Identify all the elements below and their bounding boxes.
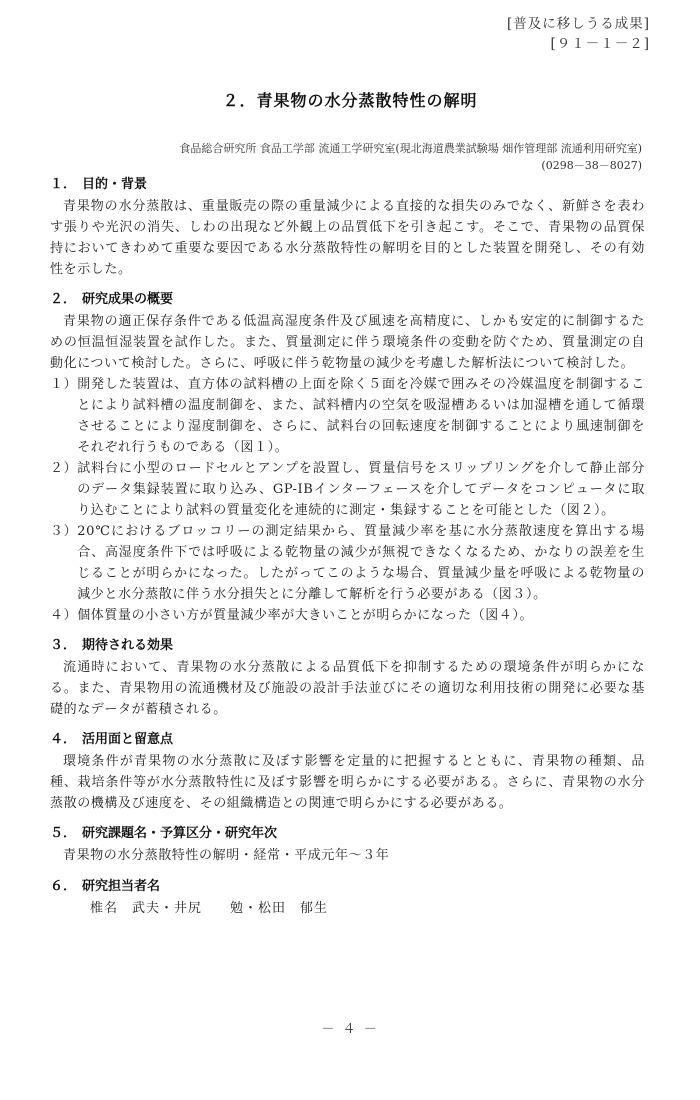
section-title: 目的・背景 xyxy=(82,177,148,192)
page-title: ２．青果物の水分蒸散特性の解明 xyxy=(222,91,478,110)
section-expected-effects xyxy=(50,635,645,720)
section-number: ６． xyxy=(50,879,77,894)
affiliation-block xyxy=(179,140,642,174)
section-title: 研究課題名・予算区分・研究年次 xyxy=(82,826,278,841)
researcher-names: 椎名 武夫・井尻 勉・松田 郁生 xyxy=(90,901,329,916)
list-item xyxy=(50,605,645,626)
classification-category: [普及に移しうる成果] xyxy=(506,16,650,32)
section-body: 環境条件が青果物の水分蒸散に及ぼす影響を定量的に把握するとともに、青果物の種類、品種、栽培条件等が水分蒸散特性に及ぼす影響を明らかにする必要がある。さらに、青果物の水分蒸散の機構及び速度を、その組織構造との関連で明らかにする必要がある。 xyxy=(50,754,645,811)
section-heading xyxy=(50,823,645,844)
list-text: 20℃におけるブロッコリーの測定結果から、質量減少率を基に水分蒸散速度を算出する場合、高湿度条件下では呼吸による乾物量の減少が無視できなくなるため、かなりの誤差を生じることが明らかになった。したがってこのような場合、質量減少量を呼吸による乾物量の減少と水分蒸散に伴う水分損失とに分離して解析を行う必要がある（図３）。 xyxy=(77,524,645,602)
section-number: ２． xyxy=(50,292,77,307)
list-item xyxy=(50,458,645,521)
section-heading xyxy=(50,729,645,750)
section-title: 活用面と留意点 xyxy=(82,732,174,747)
section-number: １． xyxy=(50,177,77,192)
list-marker: ４） xyxy=(50,608,78,623)
section-heading xyxy=(50,289,645,310)
classification-label xyxy=(507,14,650,54)
section-project-info xyxy=(50,823,645,866)
section-body: 青果物の適正保存条件である低温高湿度条件及び風速を高精度に、しかも安定的に制御するための恒温恒湿装置を試作した。また、質量測定に伴う環境条件の変動を防ぐため、質量測定の自動化について検討した。さらに、呼吸に伴う乾物量の減少を考慮した解析法について検討した。 xyxy=(50,314,645,371)
section-title: 研究担当者名 xyxy=(82,879,161,894)
section-applications xyxy=(50,729,645,814)
page-number: － ４ － xyxy=(321,1022,379,1037)
section-body: 青果物の水分蒸散特性の解明・経常・平成元年～３年 xyxy=(63,848,390,863)
list-marker: １） xyxy=(50,377,78,392)
list-marker: ２） xyxy=(50,461,78,476)
results-list xyxy=(50,374,645,626)
section-number: ４． xyxy=(50,732,77,747)
list-text: 試料台に小型のロードセルとアンプを設置し、質量信号をスリップリングを介して静止部分のデータ集録装置に取り込み、GP-IBインターフェースを介してデータをコンピュータに取り込むことにより試料の質量変化を連続的に測定・集録することを可能とした（図２）。 xyxy=(77,461,645,518)
section-results xyxy=(50,289,645,626)
section-title: 期待される効果 xyxy=(82,638,174,653)
section-heading xyxy=(50,174,645,195)
section-purpose xyxy=(50,174,645,280)
list-item xyxy=(50,374,645,458)
section-title: 研究成果の概要 xyxy=(82,292,174,307)
section-number: ５． xyxy=(50,826,77,841)
section-heading xyxy=(50,635,645,656)
classification-code: [９１－１－２] xyxy=(550,36,650,52)
document-body xyxy=(50,174,645,919)
section-researchers xyxy=(50,876,645,919)
list-marker: ３） xyxy=(50,524,78,539)
section-body: 流通時において、青果物の水分蒸散による品質低下を抑制するための環境条件が明らかになる。また、青果物用の流通機材及び施設の設計手法並びにその適切な利用技術の開発に必要な基礎的なデータが蓄積される。 xyxy=(50,660,645,717)
section-heading xyxy=(50,876,645,897)
list-text: 開発した装置は、直方体の試料槽の上面を除く５面を冷媒で囲みその冷媒温度を制御することにより試料槽の温度制御を、また、試料槽内の空気を吸湿槽あるいは加湿槽を通して循環させることにより湿度制御を、さらに、試料台の回転速度を制御することにより風速制御をそれぞれ行うものである（図１）。 xyxy=(77,377,645,455)
affiliation-phone: (0298－38－8027) xyxy=(541,159,642,172)
list-text: 個体質量の小さい方が質量減少率が大きいことが明らかになった（図４）。 xyxy=(77,608,534,623)
list-item xyxy=(50,521,645,605)
affiliation-org: 食品総合研究所 食品工学部 流通工学研究室(現北海道農業試験場 畑作管理部 流通利用研究室) xyxy=(179,142,642,155)
section-number: ３． xyxy=(50,638,77,653)
section-body: 青果物の水分蒸散は、重量販売の際の重量減少による直接的な損失のみでなく、新鮮さを表わす張りや光沢の消失、しわの出現など外観上の品質低下を引き起こす。そこで、青果物の品質保持においてきわめて重要な要因である水分蒸散特性の解明を目的とした装置を開発し、その有効性を示した。 xyxy=(50,199,645,277)
